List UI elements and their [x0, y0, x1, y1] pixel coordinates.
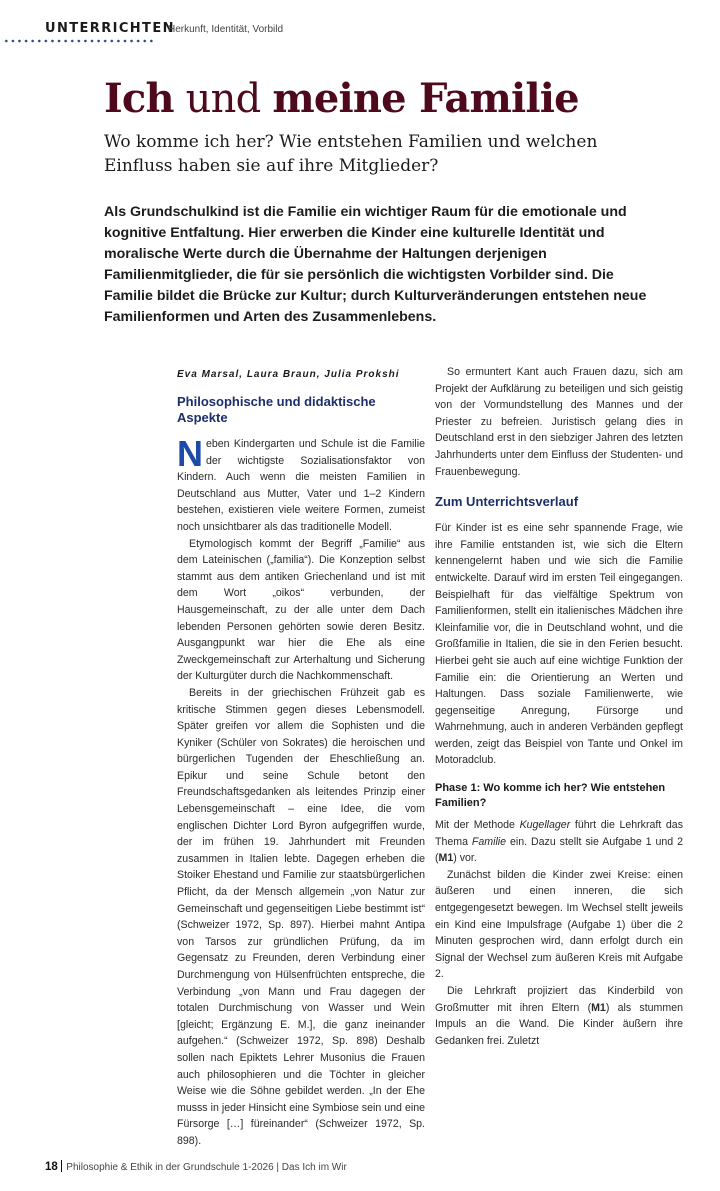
material-ref: M1 [591, 1001, 606, 1014]
section-heading-aspects: Philosophische und didaktische Aspekte [177, 394, 376, 425]
section-label: UNTERRICHTEN [45, 21, 175, 36]
text-run: Die Lehrkraft projiziert das Kinderbild von Großmutter mit ihren Eltern ( [435, 985, 683, 1014]
topic-name: Familie [471, 835, 507, 848]
paragraph-phase1-image [435, 983, 683, 1049]
phase-1-heading: Phase 1: Wo komme ich her? Wie entstehen Familien? [435, 782, 666, 810]
paragraph-lesson: Für Kinder ist es eine sehr spannende Frage, wie ihre Familie entstanden ist, wie sich die Eltern kennengelernt haben und wie sich die Familie entwickelte. Darauf wird im ersten Teil eingegangen. Beispielhaft für das vielfältige Spektrum von Familienformen, stellt ein italienisches Mädchen ihre Kleinfamilie vor, die in Deutschland wohnt, und die Großfamilie in Italien, die sie in den Ferien besucht. Hierbei geht sie auch auf eine wichtige Funktion der Familie ein: die Orientierung an Werten und Haltungen. Dass soziale Familienwerte, wie gegenseitige Anregung, Fürsorge und Wahrnehmung, auch in anderen Verbänden gepflegt werden, zeigt das Beispiel von Tante und Onkel im Motoradclub. [435, 522, 683, 767]
text-run: ) vor. [453, 852, 477, 865]
paragraph-phase1-circles: Zunächst bilden die Kinder zwei Kreise: einen äußeren und einen inneren, die sich entgegengesetzt bewegen. Im Wechsel stellt jeweils ein Kind eine Impulsfrage (Aufgabe 1) über die 2 Minuten gesprochen wird, dann erfolgt durch ein Signal der Wechsel zum äußeren Kreis mit Aufgabe 2. [435, 868, 683, 981]
footer-divider [61, 1160, 63, 1172]
paragraph-phase1-intro [435, 817, 683, 867]
page-footer [45, 1160, 347, 1175]
publication-info: Philosophie & Ethik in der Grundschule 1-2026 | Das Ich im Wir [66, 1162, 347, 1173]
text-run: ein. Dazu stellt sie Aufgabe 1 und 2 ( [435, 835, 683, 865]
authors: Eva Marsal, Laura Braun, Julia Prokshi [177, 369, 400, 380]
article-column-left [177, 368, 425, 1150]
running-header [0, 18, 360, 48]
section-heading-lesson: Zum Unterrichtsverlauf [435, 494, 579, 510]
text-run: ) als stummen Impuls an die Wand. Die Kinder äußern ihre Gedanken frei. Zuletzt [435, 1001, 683, 1047]
page-number: 18 [45, 1161, 58, 1173]
title-part-3: meine Familie [272, 75, 579, 122]
subtitle: Wo komme ich her? Wie entstehen Familien und welchen Einfluss haben sie auf ihre Mitglieder? [104, 132, 598, 176]
topic-label: Herkunft, Identität, Vorbild [168, 24, 284, 35]
text-run: Mit der Methode [435, 819, 520, 832]
title-part-1: Ich [104, 75, 174, 122]
dotted-rule [3, 39, 155, 43]
paragraph-intro-text: eben Kindergarten und Schule ist die Familie der wichtigste Sozialisationsfaktor von Kindern. Auch wenn die meisten Familien in Deutschland aus Mutter, Vater und 1–2 Kindern bestehen, existieren viele weitere Formen, zumeist noch unsichtbarer als das traditionelle Modell. [177, 438, 425, 533]
text-run: führt die Lehrkraft das Thema [435, 819, 683, 848]
drop-cap: N [177, 433, 203, 474]
paragraph-etymology: Etymologisch kommt der Begriff „Familie“ aus dem Lateinischen („familia“). Die Konzeption selbst stammt aus dem antiken Griechenland und ist mit dem Wort „oikos“ verbunden, der Hausgemeinschaft, zu der alle unter dem Dach lebenden Personen gehörten sowie deren Besitz. Ausgangpunkt war hier die Ehe als eine Zweckgemeinschaft zur Arterhaltung und Sicherung der Kulturgüter durch die Nachkommenschaft. [177, 537, 425, 683]
paragraph-intro [177, 433, 425, 536]
method-name: Kugellager [519, 819, 571, 832]
paragraph-history: Bereits in der griechischen Frühzeit gab es kritische Stimmen gegen dieses Lebensmodell. Später greifen vor allem die Sophisten und die Kyniker (Schüler von Sokrates) die heroischen und bürgerlichen Tugenden der Eheschließung an. Epikur und seine Schule betont den Freundschaftsgedanken als leitendes Prinzip einer Lebensgemeinschaft – eine Idee, die vom englischen Dichter Lord Byron aufgegriffen wurde, der im frühen 19. Jahrhundert mit Freunden zusammen in Italien lebte. Dagegen erheben die Stoiker Ehestand und Familie zur staatsbürgerlichen Pflicht, da der Mensch allgemein „von Natur zur Gemeinschaft und gegenseitigen Liebe bestimmt ist“ (Schweizer 1972, Sp. 897). Hierbei mahnt Antipa von Tarsos zur gründlichen Prüfung, da im Gegensatz zu Freunden, deren Verbindung einer Durchmengung von Hülsenfrüchten entspreche, die Verbindung „von Mann und Frau dagegen der totalen Durchmischung von Wasser und Wein [gleicht; Ergänzung E. M.], die ganz ineinander aufgehen.“ (Schweizer 1972, Sp. 898) Deshalb sollen nach Epiktets Lehrer Musonius die Frauen auch philosophieren und die Töchter in gleicher Weise wie die Söhne gebildet werden. „In der Ehe musss in jeder Hinsicht eine Symbiose sein und eine Fürsorge […] füreinander“ (Schweizer 1972, Sp. 898). [177, 686, 425, 1147]
title-part-2: und [173, 76, 273, 122]
paragraph-kant: So ermuntert Kant auch Frauen dazu, sich am Projekt der Aufklärung zu beteiligen und sich geistig von der Vormundstellung des Mannes und der Priester zu befreien. Juristisch gelang dies in Deutschland erst in den siebziger Jahren des letzten Jahrhunderts unter dem Einfluss der Studenten- und Frauenbewegung. [435, 366, 683, 478]
lead-paragraph: Als Grundschulkind ist die Familie ein wichtiger Raum für die emotionale und kognitive Entfaltung. Hier erwerben die Kinder eine kulturelle Identität und moralische Werte durch die Übernahme der Haltungen derjenigen Familienmitglieder, die für sie persönlich die wichtigsten Vorbilder sind. Die Familie bildet die Brücke zur Kultur; durch Kulturveränderungen entstehen neue Familienformen und Arten des Zusammenlebens. [104, 204, 647, 325]
article-column-right [435, 364, 683, 1049]
material-ref: M1 [438, 852, 454, 865]
page-title [104, 74, 579, 124]
